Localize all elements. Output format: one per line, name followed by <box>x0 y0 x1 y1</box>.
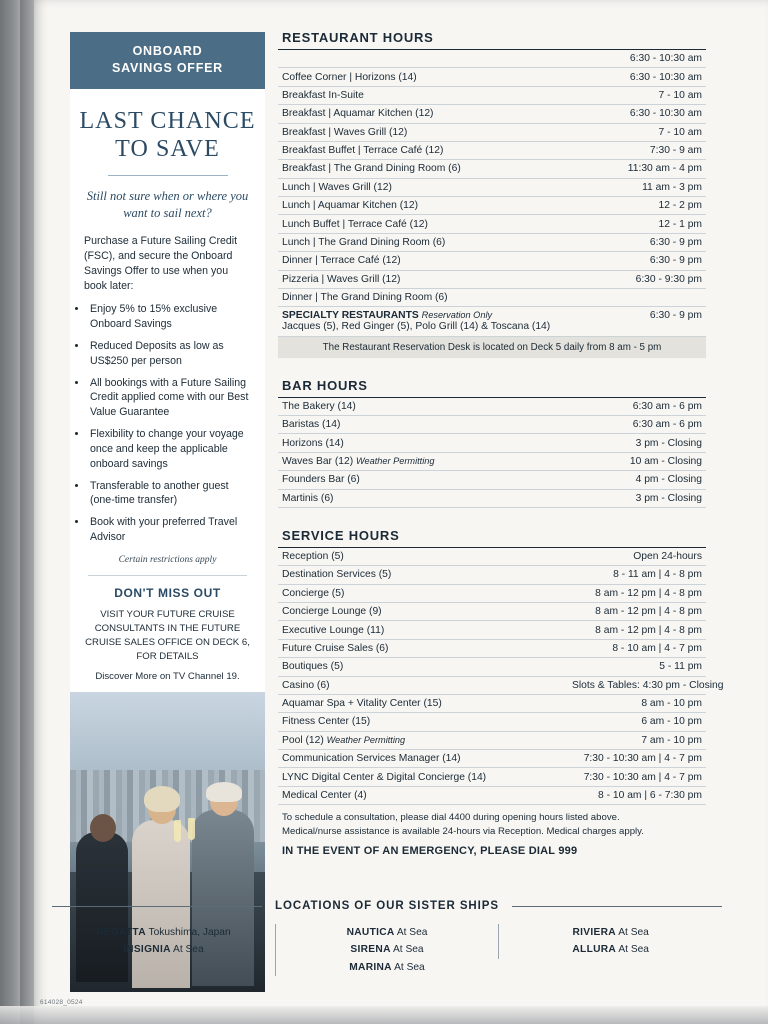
sister-ships-heading: LOCATIONS OF OUR SISTER SHIPS <box>52 900 722 912</box>
table-row <box>278 141 706 159</box>
photo-person-woman-hair <box>144 786 180 812</box>
specialty-label: SPECIALTY RESTAURANTS <box>282 310 419 322</box>
service-footnote <box>282 811 702 839</box>
table-row <box>278 566 706 584</box>
list-item: • Flexibility to change your voyage once and keep the applicable onboard savings <box>88 427 255 471</box>
table-row <box>278 50 706 68</box>
table-row <box>278 233 706 251</box>
table-row <box>278 547 706 565</box>
table-row <box>278 676 706 694</box>
table-row <box>278 434 706 452</box>
ad-header <box>70 32 265 89</box>
row-name: Breakfast | The Grand Dining Room (6) <box>278 160 568 178</box>
row-name: Concierge Lounge (9) <box>278 603 568 621</box>
book-spine-shadow <box>20 0 34 1024</box>
row-name: Medical Center (4) <box>278 786 568 804</box>
sister-ships-column <box>498 924 722 959</box>
row-time: 12 - 2 pm <box>568 197 706 215</box>
table-row <box>278 584 706 602</box>
row-time: 6:30 am - 6 pm <box>568 416 706 434</box>
ad-title <box>76 107 259 164</box>
row-time <box>568 288 706 306</box>
ship-location: Tokushima, Japan <box>148 927 231 938</box>
table-row <box>278 68 706 86</box>
document-code: 614028_0524 <box>40 999 83 1006</box>
ad-body-text: Purchase a Future Sailing Credit (FSC), and secure the Onboard Savings Offer to use when you book later: <box>84 235 238 293</box>
row-time: 3 pm - Closing <box>568 489 706 507</box>
ship-name: ALLURA <box>572 944 617 956</box>
list-item: • Reduced Deposits as low as US$250 per person <box>88 339 255 369</box>
row-name: Breakfast | Aquamar Kitchen (12) <box>278 105 568 123</box>
table-row <box>278 658 706 676</box>
table-row <box>278 215 706 233</box>
footnote-line-2: Medical/nurse assistance is available 24-hours via Reception. Medical charges apply. <box>282 826 644 838</box>
restaurant-hours-table <box>278 49 706 307</box>
row-time: 7:30 - 10:30 am | 4 - 7 pm <box>568 750 706 768</box>
hours-content <box>278 30 724 857</box>
row-name: Lunch Buffet | Terrace Café (12) <box>278 215 568 233</box>
row-time: 10 am - Closing <box>568 452 706 470</box>
ad-title-line2: TO SAVE <box>115 136 220 163</box>
ad-restrictions-note: Certain restrictions apply <box>118 554 217 565</box>
ad-subhead: Still not sure when or where you want to sail next? <box>86 189 249 221</box>
ship-location: At Sea <box>618 927 649 938</box>
table-row <box>278 416 706 434</box>
row-name: LYNC Digital Center & Digital Concierge (14) <box>278 768 568 786</box>
row-name: Pool (12) Weather Permitting <box>278 731 568 749</box>
table-row <box>278 288 706 306</box>
ship-name: INSIGNIA <box>123 944 171 956</box>
table-row <box>278 694 706 712</box>
ad-header-line2: SAVINGS OFFER <box>112 60 223 75</box>
table-row <box>278 639 706 657</box>
table-row <box>278 160 706 178</box>
row-name: Communication Services Manager (14) <box>278 750 568 768</box>
list-item <box>52 941 275 958</box>
table-row <box>278 471 706 489</box>
sister-ships-column <box>275 924 499 976</box>
section-gap <box>278 358 706 378</box>
row-name: Concierge (5) <box>278 584 568 602</box>
row-name: Founders Bar (6) <box>278 471 568 489</box>
ship-location: At Sea <box>173 944 204 956</box>
photo-champagne-glass <box>174 820 181 842</box>
list-item: • Transferable to another guest (one-time transfer) <box>88 479 255 509</box>
table-row <box>278 397 706 415</box>
ship-name: RIVIERA <box>572 927 616 938</box>
ad-benefit-list <box>88 302 255 545</box>
table-row <box>278 731 706 749</box>
ship-location: At Sea <box>393 944 424 956</box>
row-name: Casino (6) <box>278 676 568 694</box>
row-note: Weather Permitting <box>356 455 435 466</box>
ship-location: At Sea <box>618 944 649 956</box>
row-name: Boutiques (5) <box>278 658 568 676</box>
row-time: 6:30 - 10:30 am <box>568 68 706 86</box>
discover-tv-text: Discover More on TV Channel 19. <box>95 671 240 683</box>
row-name: Coffee Corner | Horizons (14) <box>278 68 568 86</box>
row-name: Breakfast In-Suite <box>278 86 568 104</box>
row-name: Horizons (14) <box>278 434 568 452</box>
row-name: Baristas (14) <box>278 416 568 434</box>
bar-hours-heading: BAR HOURS <box>282 377 368 393</box>
row-name: Martinis (6) <box>278 489 568 507</box>
row-time: 7:30 - 9 am <box>568 141 706 159</box>
row-time: 5 - 11 pm <box>568 658 706 676</box>
row-time: 6:30 - 9 pm <box>568 252 706 270</box>
row-name: Fitness Center (15) <box>278 713 568 731</box>
row-time: 7 - 10 am <box>568 123 706 141</box>
row-name: Aquamar Spa + Vitality Center (15) <box>278 694 568 712</box>
list-item <box>276 924 499 941</box>
footnote-line-1: To schedule a consultation, please dial 4400 during opening hours listed above. <box>282 812 620 824</box>
row-time: 6:30 - 10:30 am <box>568 50 706 68</box>
ad-header-line1: ONBOARD <box>132 44 203 58</box>
row-time: 6 am - 10 pm <box>568 713 706 731</box>
list-item <box>52 924 275 941</box>
row-note: Weather Permitting <box>326 734 406 745</box>
sister-ships-column <box>52 924 275 959</box>
row-name: Pizzeria | Waves Grill (12) <box>278 270 568 288</box>
row-time: 8 - 10 am | 6 - 7:30 pm <box>568 786 706 804</box>
list-item <box>276 959 499 976</box>
visit-consultants-text: VISIT YOUR FUTURE CRUISE CONSULTANTS IN THE FUTURE CRUISE SALES OFFICE ON DECK 6, FOR DETAILS <box>85 608 250 662</box>
list-item <box>499 924 722 941</box>
row-time: 8 - 10 am | 4 - 7 pm <box>568 639 706 657</box>
emergency-notice: IN THE EVENT OF AN EMERGENCY, PLEASE DIAL 999 <box>282 844 578 857</box>
reservation-desk-note: The Restaurant Reservation Desk is located on Deck 5 daily from 8 am - 5 pm <box>278 337 706 358</box>
table-row <box>278 105 706 123</box>
ship-name: MARINA <box>349 961 392 973</box>
row-name <box>278 50 568 68</box>
service-hours-table <box>278 547 724 805</box>
table-row <box>278 489 706 507</box>
row-name: Breakfast Buffet | Terrace Café (12) <box>278 141 568 159</box>
row-time: 8 am - 10 pm <box>568 694 706 712</box>
table-row <box>278 713 706 731</box>
sister-ships-columns <box>52 924 722 976</box>
restaurant-hours-heading: RESTAURANT HOURS <box>282 30 434 45</box>
row-name: Future Cruise Sales (6) <box>278 639 568 657</box>
specialty-restaurants-table <box>278 307 706 336</box>
table-row <box>278 786 706 804</box>
ad-title-line1: LAST CHANCE <box>79 107 256 134</box>
table-row <box>278 197 706 215</box>
specialty-time: 6:30 - 9 pm <box>568 307 706 336</box>
onboard-savings-ad <box>70 32 265 972</box>
table-row <box>278 86 706 104</box>
row-time: 6:30 - 9:30 pm <box>568 270 706 288</box>
row-time: 8 am - 12 pm | 4 - 8 pm <box>568 621 706 639</box>
row-time: 11 am - 3 pm <box>568 178 706 196</box>
row-time: 7:30 - 10:30 am | 4 - 7 pm <box>568 768 706 786</box>
dont-miss-out-heading: DON'T MISS OUT <box>114 585 221 600</box>
table-row <box>278 750 706 768</box>
row-time: 8 am - 12 pm | 4 - 8 pm <box>568 603 706 621</box>
row-time: 6:30 - 10:30 am <box>568 105 706 123</box>
row-time: Slots & Tables: 4:30 pm - Closing <box>568 676 706 694</box>
bottom-shadow-band <box>0 1006 768 1024</box>
row-time: 4 pm - Closing <box>568 471 706 489</box>
row-name: Lunch | Waves Grill (12) <box>278 178 568 196</box>
specialty-names: Jacques (5), Red Ginger (5), Polo Grill (14) & Toscana (14) <box>282 321 551 333</box>
table-row <box>278 621 706 639</box>
row-name: Reception (5) <box>278 547 568 565</box>
row-time: 3 pm - Closing <box>568 434 706 452</box>
ship-location: At Sea <box>396 927 428 938</box>
photo-champagne-glass <box>188 818 195 840</box>
table-row <box>278 270 706 288</box>
list-item <box>499 941 722 958</box>
table-row <box>278 452 706 470</box>
row-name: Lunch | Aquamar Kitchen (12) <box>278 197 568 215</box>
specialty-note: Reservation Only <box>421 310 493 321</box>
row-time: 6:30 am - 6 pm <box>568 397 706 415</box>
row-name: Breakfast | Waves Grill (12) <box>278 123 568 141</box>
ad-divider-rule <box>108 175 228 176</box>
row-time: 8 am - 12 pm | 4 - 8 pm <box>568 584 706 602</box>
row-name: Dinner | The Grand Dining Room (6) <box>278 288 568 306</box>
list-item <box>276 941 499 958</box>
section-gap <box>278 508 706 528</box>
ship-name: SIRENA <box>350 944 391 956</box>
row-time: 12 - 1 pm <box>568 215 706 233</box>
row-time: 7 am - 10 pm <box>568 731 706 749</box>
list-item: • Book with your preferred Travel Advisor <box>88 515 255 545</box>
list-item: • Enjoy 5% to 15% exclusive Onboard Savings <box>88 302 255 332</box>
ship-name: NAUTICA <box>346 927 395 938</box>
table-row <box>278 603 706 621</box>
table-row <box>278 307 706 336</box>
ship-name: REGATTA <box>96 927 146 938</box>
row-name: The Bakery (14) <box>278 397 568 415</box>
row-time: 8 - 11 am | 4 - 8 pm <box>568 566 706 584</box>
row-name: Destination Services (5) <box>278 566 568 584</box>
row-time: 6:30 - 9 pm <box>568 233 706 251</box>
photo-person-man-hair <box>206 782 242 802</box>
row-time: 7 - 10 am <box>568 86 706 104</box>
sister-ships-section <box>52 900 722 976</box>
ad-divider <box>88 575 247 576</box>
bar-hours-table <box>278 397 706 508</box>
row-name: Lunch | The Grand Dining Room (6) <box>278 233 568 251</box>
table-row <box>278 123 706 141</box>
ship-location: At Sea <box>394 961 425 973</box>
row-name: Waves Bar (12) Weather Permitting <box>278 452 568 470</box>
table-row <box>278 178 706 196</box>
row-name: Dinner | Terrace Café (12) <box>278 252 568 270</box>
row-name: Executive Lounge (11) <box>278 621 568 639</box>
row-time: 11:30 am - 4 pm <box>568 160 706 178</box>
row-time: Open 24-hours <box>568 547 706 565</box>
list-item: • All bookings with a Future Sailing Credit applied come with our Best Value Guarantee <box>88 376 255 420</box>
service-hours-heading: SERVICE HOURS <box>282 527 400 543</box>
table-row <box>278 768 706 786</box>
table-row <box>278 252 706 270</box>
